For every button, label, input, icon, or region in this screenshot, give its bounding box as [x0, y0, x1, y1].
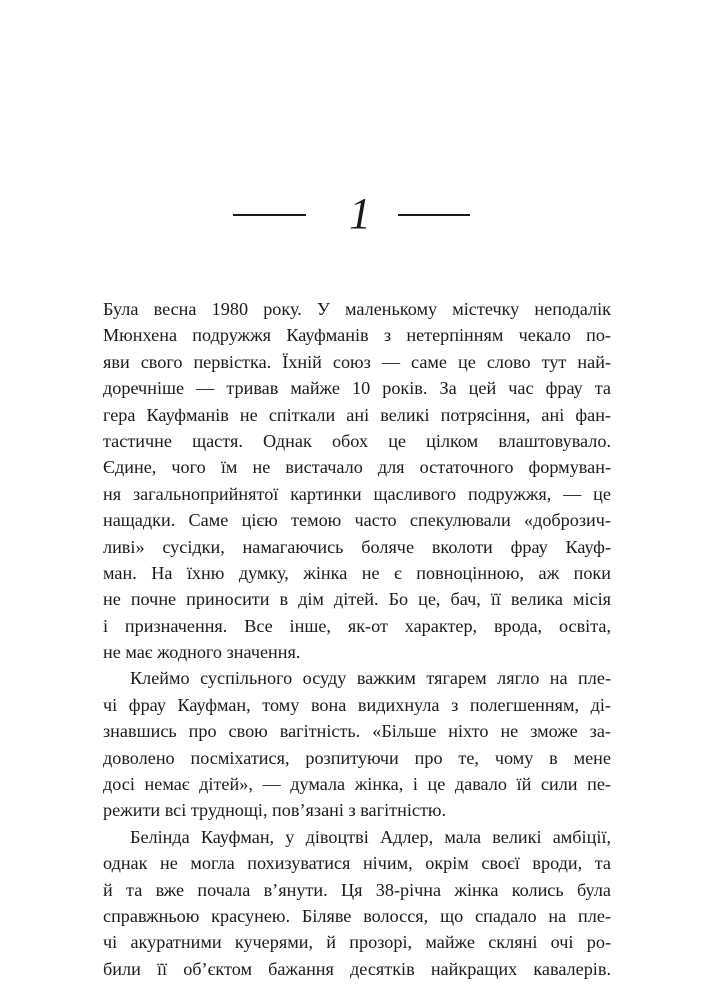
text-line: Була весна 1980 року. У маленькому містечку неподалік — [103, 299, 611, 319]
text-line: Белінда Кауфман, у дівоцтві Адлер, мала великі амбіції, — [130, 826, 611, 847]
text-line: доволено посміхатися, розпитуючи про те, чому в мене — [103, 747, 611, 768]
text-line: ливі» сусідки, намагаючись боляче вколоти фрау Кауф- — [103, 536, 611, 557]
chapter-body — [103, 296, 611, 982]
text-line: ня загальноприйнятої картинки щасливого подружжя, — це — [103, 483, 611, 504]
text-line: гера Кауфманів не спіткали ані великі потрясіння, ані фан- — [103, 404, 611, 425]
text-line: Мюнхена подружжя Кауфманів з нетерпінням чекало по- — [103, 325, 611, 346]
text-line: доречніше — тривав майже 10 років. За цей час фрау та — [103, 378, 611, 399]
text-line: чі фрау Кауфман, тому вона видихнула з полегшенням, ді- — [103, 694, 611, 715]
text-line: справжньою красунею. Біляве волосся, що спадало на пле- — [103, 905, 611, 926]
text-line: не має жодного значення. — [103, 642, 301, 663]
text-line: Єдине, чого їм не вистачало для остаточного формуван- — [103, 457, 611, 478]
text-line: і призначення. Все інше, як-от характер, врода, освіта, — [103, 615, 611, 636]
text-line: не почне приносити в дім дітей. Бо це, бач, її велика місія — [103, 589, 611, 610]
text-line: Клеймо суспільного осуду важким тягарем лягло на пле- — [130, 668, 611, 689]
paragraph-3 — [103, 824, 611, 982]
text-line: тастичне щастя. Однак обох це цілком влаштовувало. — [103, 430, 611, 451]
chapter-rule-left — [233, 214, 306, 216]
text-line: однак не могла похизуватися нічим, окрім своєї вроди, та — [103, 853, 611, 874]
text-line: досі немає дітей», — думала жінка, і це давало їй сили пе- — [103, 774, 611, 795]
paragraph-1 — [103, 296, 611, 665]
text-line: нащадки. Саме цією темою часто спекулювали «доброзич- — [103, 510, 611, 531]
text-line: ман. На їхню думку, жінка не є повноцінною, аж поки — [103, 562, 611, 583]
chapter-heading — [0, 186, 720, 246]
text-line: яви свого первістка. Їхній союз — саме це слово тут най- — [103, 351, 611, 372]
paragraph-2 — [103, 665, 611, 823]
chapter-rule-right — [398, 214, 470, 216]
text-line: й та вже почала в’янути. Ця 38-річна жінка колись була — [103, 879, 611, 900]
text-line: режити всі труднощі, пов’язані з вагітністю. — [103, 800, 447, 821]
chapter-number: 1 — [349, 189, 371, 238]
text-line: чі акуратними кучерями, й прозорі, майже скляні очі ро- — [103, 932, 611, 953]
text-line: били її об’єктом бажання десятків найкращих кавалерів. — [103, 958, 611, 979]
text-line: знавшись про свою вагітність. «Більше ніхто не зможе за- — [103, 721, 611, 742]
